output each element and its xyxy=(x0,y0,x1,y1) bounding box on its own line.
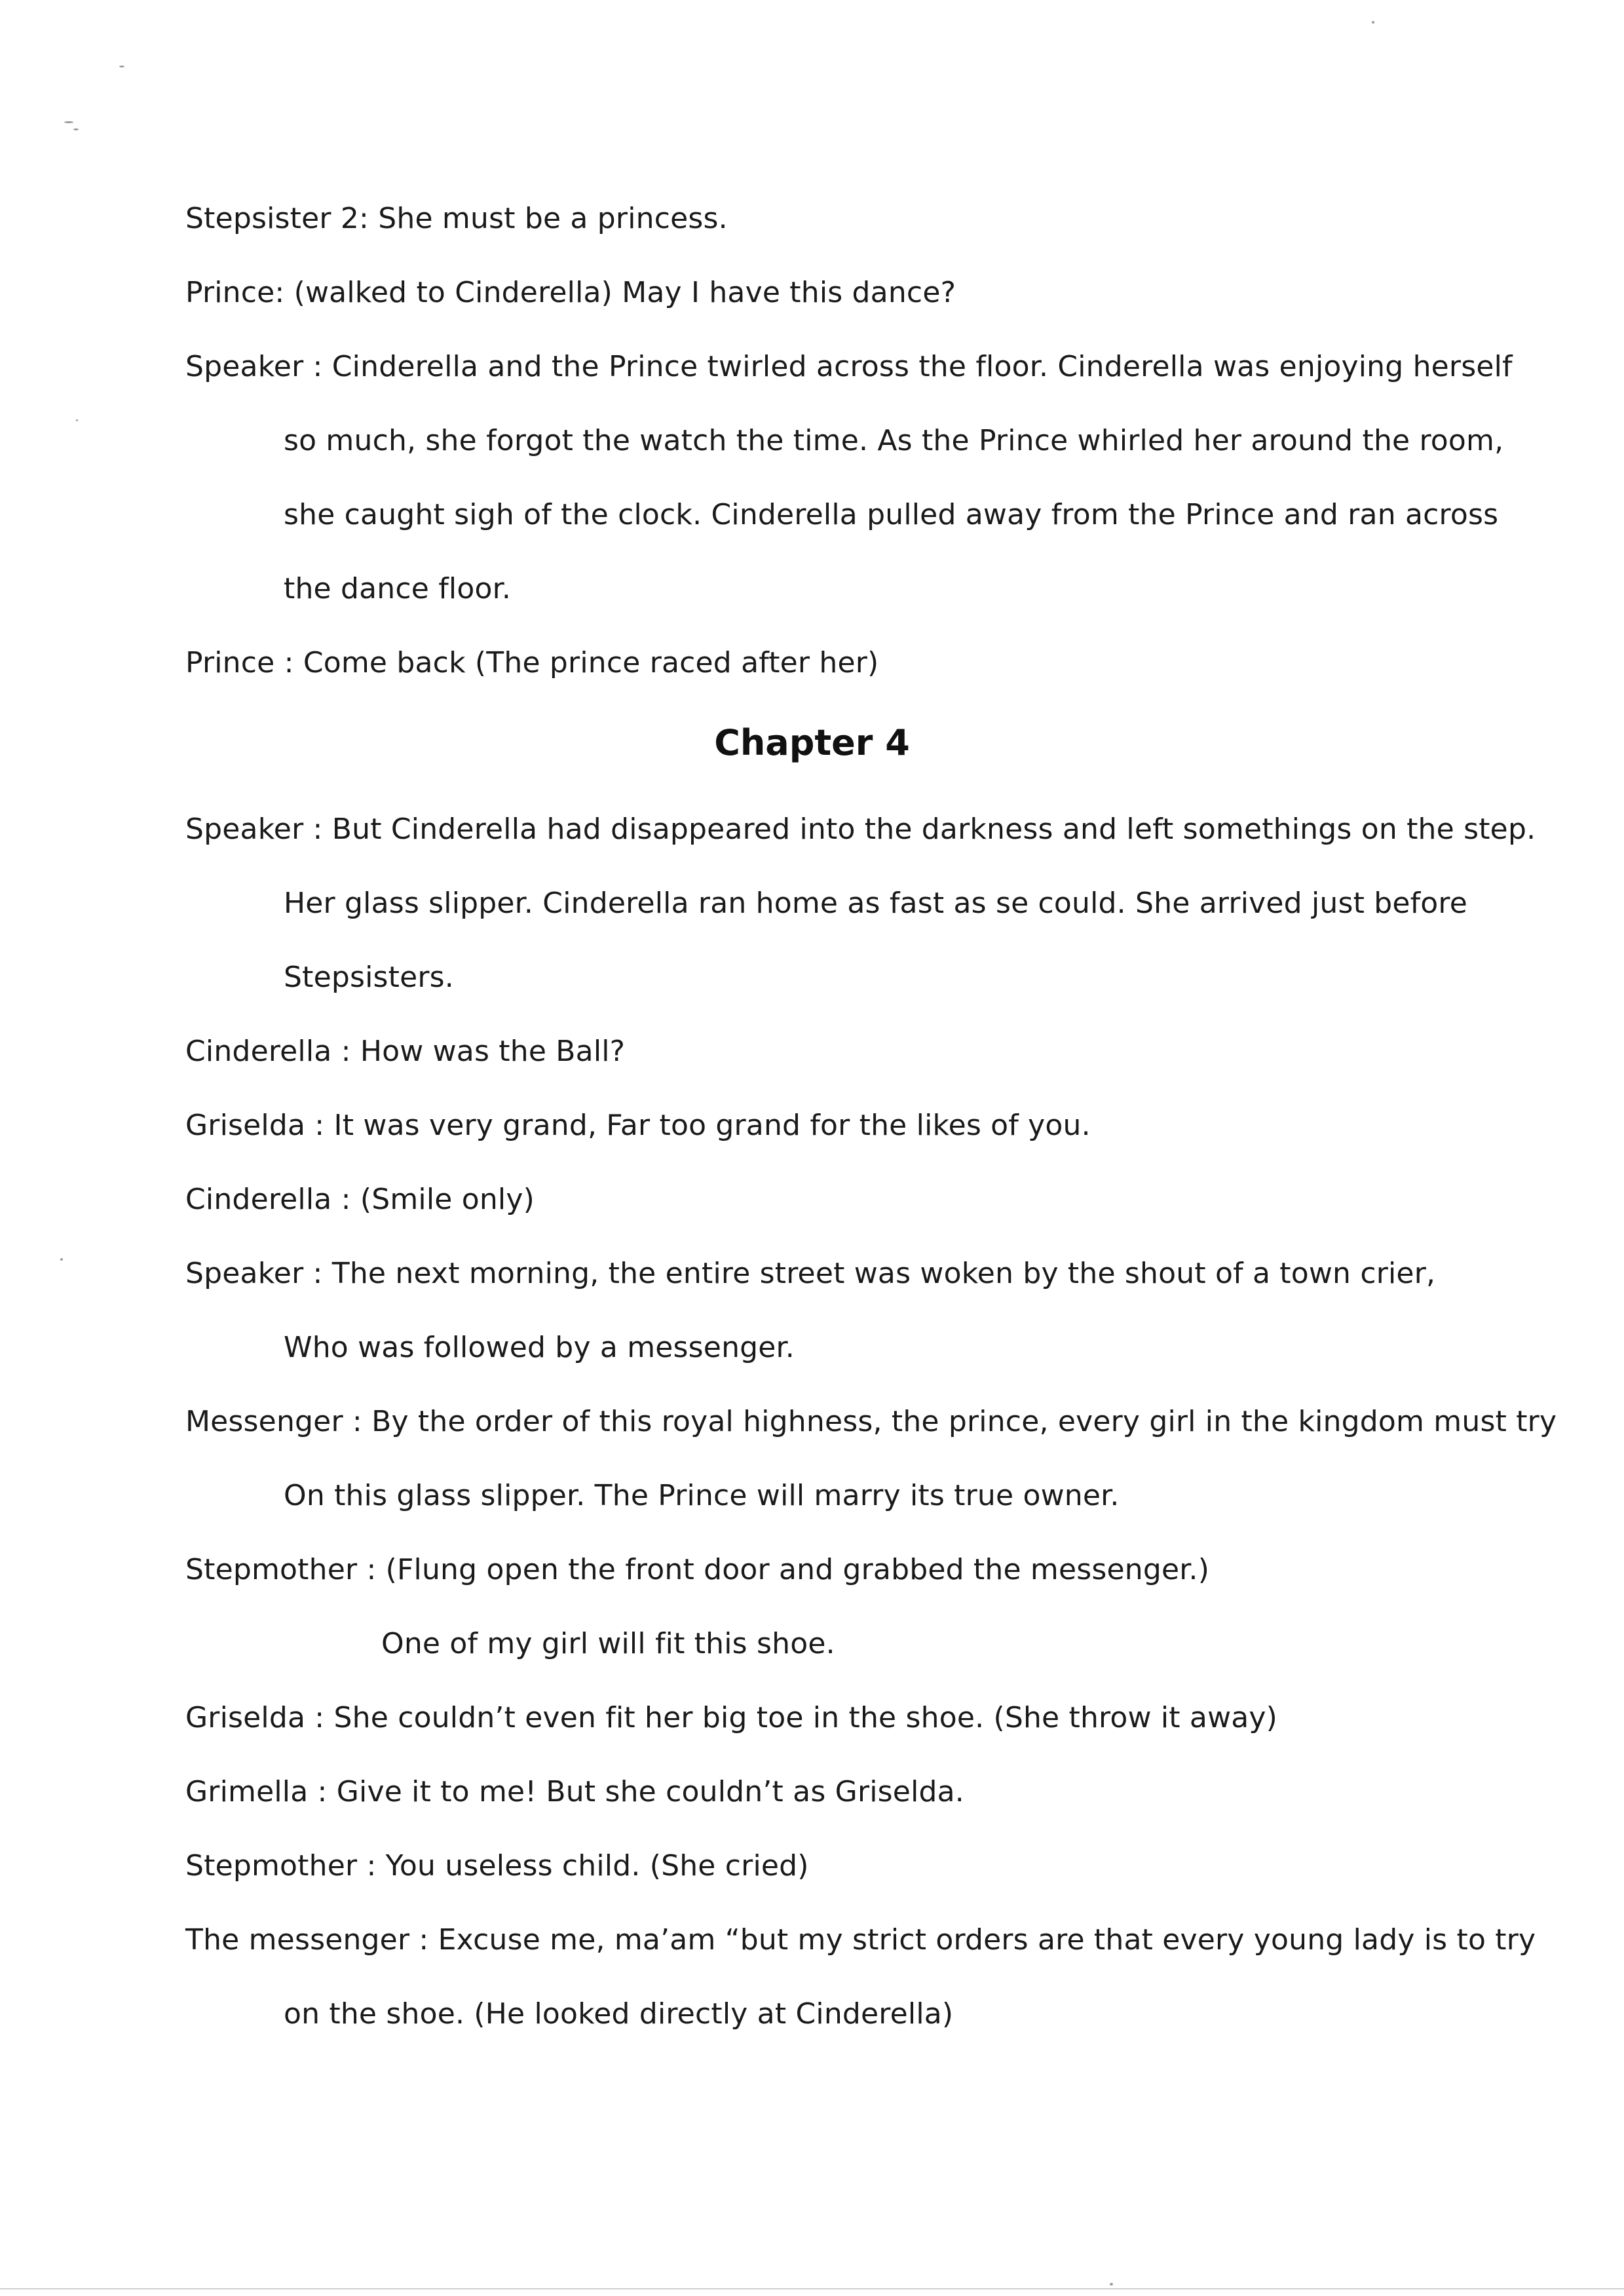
chapter-heading: Chapter 4 xyxy=(714,722,910,763)
script-line: The messenger : Excuse me, ma’am “but my strict orders are that every young lady is to try xyxy=(185,1923,1536,1957)
script-line: Prince : Come back (The prince raced after her) xyxy=(185,646,879,679)
script-line: Cinderella : (Smile only) xyxy=(185,1183,535,1216)
scan-speck xyxy=(119,66,124,67)
script-line: so much, she forgot the watch the time. As the Prince whirled her around the room, xyxy=(284,424,1504,457)
script-line: Cinderella : How was the Ball? xyxy=(185,1035,626,1068)
script-line: Who was followed by a messenger. xyxy=(284,1331,795,1364)
script-line: Grimella : Give it to me! But she couldn’t as Griselda. xyxy=(185,1775,964,1808)
script-line: On this glass slipper. The Prince will marry its true owner. xyxy=(284,1479,1120,1512)
scan-speck xyxy=(64,121,73,123)
script-line: Griselda : She couldn’t even fit her big toe in the shoe. (She throw it away) xyxy=(185,1701,1278,1734)
script-line: she caught sigh of the clock. Cinderella pulled away from the Prince and ran across xyxy=(284,498,1499,531)
scan-speck xyxy=(1110,2283,1113,2286)
script-line: the dance floor. xyxy=(284,572,512,605)
script-line: Stepsisters. xyxy=(284,961,454,994)
scan-speck xyxy=(76,419,78,421)
script-line: Speaker : The next morning, the entire street was woken by the shout of a town crier, xyxy=(185,1257,1436,1290)
scan-speck xyxy=(1372,21,1374,24)
script-line: Speaker : Cinderella and the Prince twirled across the floor. Cinderella was enjoying herself xyxy=(185,350,1513,383)
scan-speck xyxy=(73,128,79,130)
script-line: Her glass slipper. Cinderella ran home as fast as se could. She arrived just before xyxy=(284,887,1468,920)
script-line: Prince: (walked to Cinderella) May I have this dance? xyxy=(185,276,956,309)
scan-speck xyxy=(60,1258,63,1261)
script-line: Stepsister 2: She must be a princess. xyxy=(185,202,728,235)
scan-bottom-edge xyxy=(0,2288,1624,2289)
script-line: Speaker : But Cinderella had disappeared into the darkness and left somethings on the step. xyxy=(185,813,1536,846)
script-line: Griselda : It was very grand, Far too grand for the likes of you. xyxy=(185,1109,1091,1142)
script-line: Stepmother : (Flung open the front door and grabbed the messenger.) xyxy=(185,1553,1210,1586)
script-line: One of my girl will fit this shoe. xyxy=(381,1627,835,1660)
script-line: on the shoe. (He looked directly at Cinderella) xyxy=(284,1997,954,2031)
script-line: Messenger : By the order of this royal highness, the prince, every girl in the kingdom must try xyxy=(185,1405,1557,1438)
script-line: Stepmother : You useless child. (She cried) xyxy=(185,1849,809,1883)
